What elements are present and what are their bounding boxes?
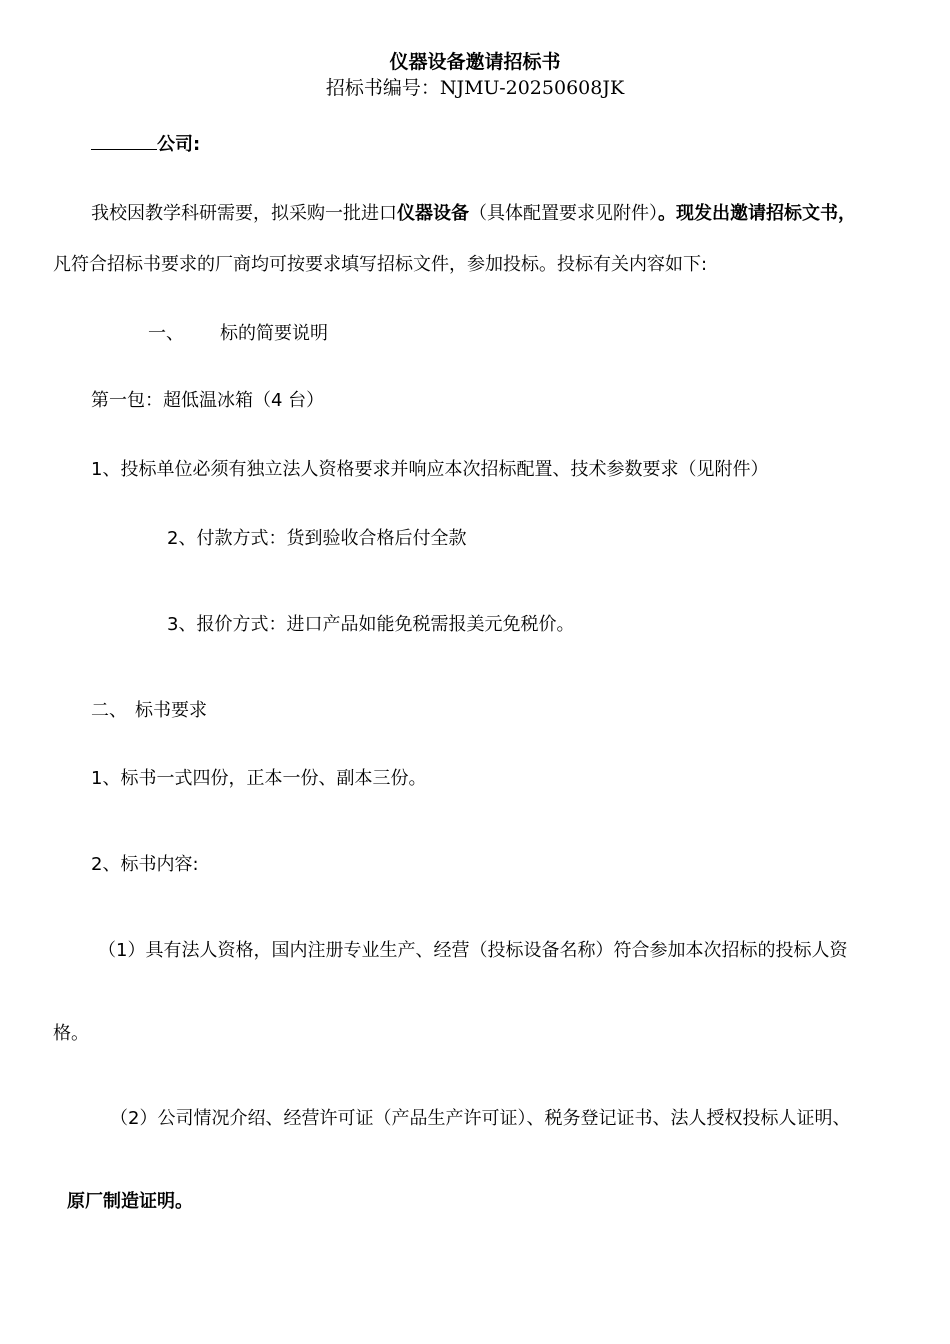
intro-line-1 [91,202,856,226]
item-2-2-1-line-2: 格。 [53,1023,89,1044]
section-2-heading [91,699,207,723]
package-1: 第一包：超低温冰箱（4 台） [91,390,325,411]
section-2-number: 二、 [91,700,127,721]
addressee-blank [91,133,157,150]
item-2-2-1-line-1: （1）具有法人资格，国内注册专业生产、经营（投标设备名称）符合参加本次招标的投标人资 [98,940,848,961]
intro-bold-term: 仪器设备 [397,203,469,224]
item-2-2: 2、标书内容: [91,854,199,875]
intro-text-1: 我校因教学科研需要，拟采购一批进口 [91,203,397,224]
section-1-heading [148,322,328,346]
addressee-suffix: 公司: [157,134,201,155]
item-2-2-2-line-2: 原厂制造证明。 [67,1191,193,1212]
item-1-2: 2、付款方式：货到验收合格后付全款 [167,528,467,549]
section-2-title: 标书要求 [135,700,207,721]
section-1-title: 标的简要说明 [220,323,328,344]
item-1-3: 3、报价方式：进口产品如能免税需报美元免税价。 [167,614,575,635]
item-1-1: 1、投标单位必须有独立法人资格要求并响应本次招标配置、技术参数要求（见附件） [91,459,769,480]
intro-line-2: 凡符合招标书要求的厂商均可按要求填写招标文件，参加投标。投标有关内容如下: [53,254,708,275]
intro-text-2: （具体配置要求见附件） [469,203,658,224]
addressee-line [91,133,200,157]
document-title: 仪器设备邀请招标书 [389,51,561,73]
intro-text-3: 。现发出邀请招标文书， [658,203,856,224]
tender-number: 招标书编号：NJMU-20250608JK [325,77,625,99]
section-1-number: 一、 [148,323,184,344]
item-2-1: 1、标书一式四份，正本一份、副本三份。 [91,768,427,789]
item-2-2-2-line-1: （2）公司情况介绍、经营许可证（产品生产许可证）、税务登记证书、法人授权投标人证明、 [110,1108,851,1129]
